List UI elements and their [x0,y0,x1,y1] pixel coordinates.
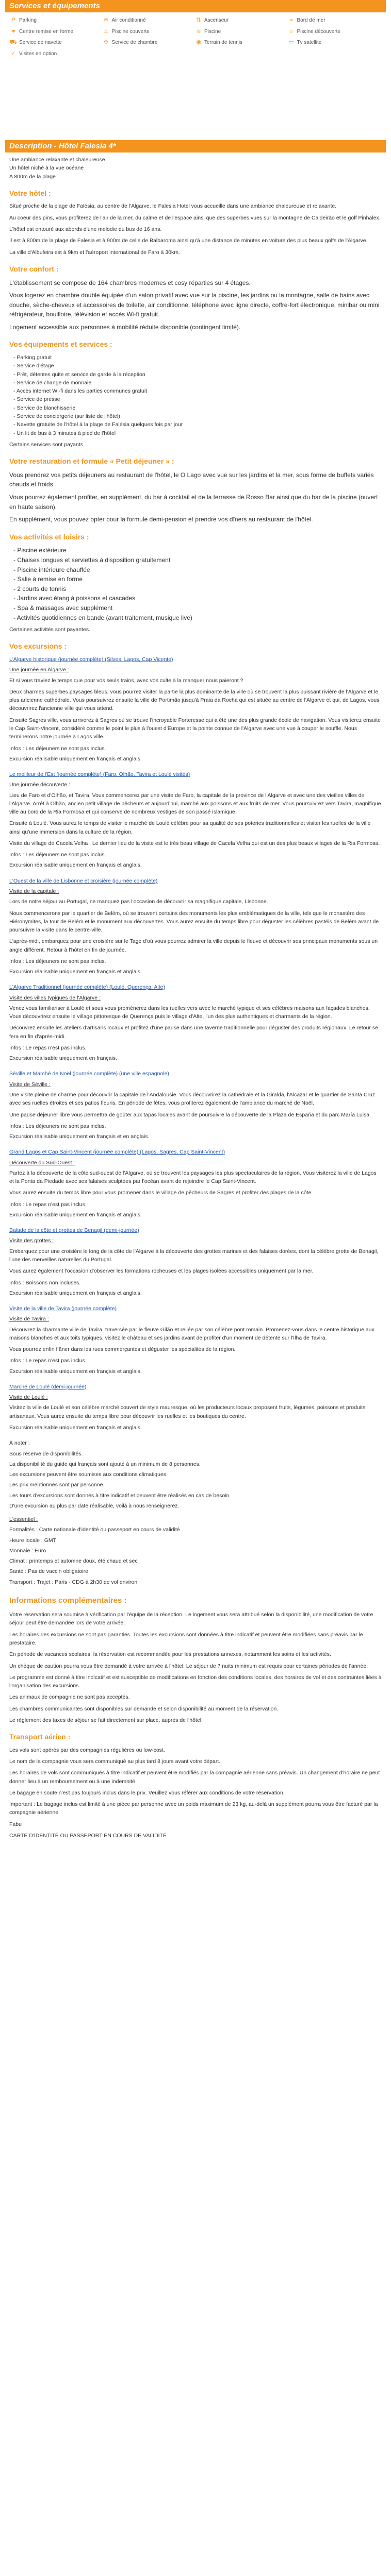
service-item [103,39,196,47]
tennis-icon: ◉ [196,39,201,46]
paragraph: Situé proche de la plage de Falésia, au centre de l'Algarve, le Falesia Hotel vous accueille dans une ambiance chaleureuse et relaxante. [9,203,337,210]
service-label: Parking [19,18,37,23]
essentiel-line: Santé : Pas de vaccin obligatoire [9,1568,88,1575]
excursion [9,770,382,870]
excursion-subtitle: Découverte du Sud-Ouest : [9,1159,75,1166]
service-label: Service de navette [19,40,62,45]
note-line: Sous réserve de disponibilités. [9,1450,83,1457]
list-item: - Jardins avec étang à poissons et cascades [13,594,382,603]
lounge-chair-icon: ☼ [288,28,294,35]
paragraph: Un chèque de caution pourra vous être demandé à votre arrivée à l'hôtel. Le séjour de 7 nuits minimum est requis pour certaines périodes de l'année. [9,1663,368,1669]
excursion [9,983,382,1062]
paragraph: Le programme est donné à titre indicatif et est susceptible de modifications en fonction des conditions locales, des horaires de vol et des contraintes liées à l'organisation des excursions. [9,1674,382,1689]
paragraph: L'établissement se compose de 164 chambres modernes et cosy réparties sur 4 étages. [9,279,251,286]
excursion-subtitle: Visite de la capitale : [9,888,59,894]
paragraph: Au coeur des pins, vous profiterez de l'air de la mer, du calme et de l'espace ainsi que des superbes vues sur la montagne de Caldeirão et le golf Pinhalex. [9,214,381,221]
equipements-list [9,353,382,437]
paragraph: Découvrez la charmante ville de Tavira, traversée par le fleuve Gilão et reliée par son célèbre pont romain. Promenez-vous dans le centre historique aux maisons blanches et aux toits typiques, visitez le château et ses jardins avant de profiter d'un moment de détente sur l'Ilha de Tavira. [9,1326,374,1341]
restauration-title: Votre restauration et formule « Petit déjeuner » : [9,457,174,466]
excursions-list [9,655,382,1432]
paragraph: Les vols sont opérés par des compagnies régulières ou low-cost. [9,1747,165,1753]
description-title: Description - Hôtel Falesia 4* [9,142,116,150]
paragraph: Et si vous traviez le temps que pour vos seuls trains, avec vos culte à la manquer nous paieront ? [9,677,243,684]
paragraph: Une pause déjeuner libre vous permettra de goûter aux tapas locales avant de poursuivre la découverte de la Plaza de España et du parc María Luisa. [9,1111,371,1118]
essentiel-line: Monnaie : Euro [9,1547,46,1554]
activites-list [9,546,382,622]
list-item: - Service de change de monnaie [13,379,382,387]
paragraph: Nous commencerons par le quartier de Belém, où se trouvent certains des monuments les plus emblématiques de la ville, tels que le monastère des Hiéronymites, la tour de Belém et le monument aux découvertes. Vous aurez ensuite du temps libre pour déguster les célèbres pastéis de Belém avant de poursuivre la visite dans le centre-ville. [9,910,379,934]
note-line: La disponibilité du guide qui français sont ajouté à un minimum de 8 personnes. [9,1461,201,1467]
service-item [10,16,103,25]
paragraph: Les horaires de vols sont communiqués à titre indicatif et peuvent être modifiés par la compagnie aérienne sans préavis. Un changement d'horaire ne peut donner lieu à un remboursement ou à une indemnité. [9,1770,380,1785]
list-item: - Prêt, détentes quite et service de garde à la réception [13,370,382,379]
activites-title: Vos activités et loisirs : [9,532,89,541]
excursion-subtitle: Visite de Tavira : [9,1316,49,1323]
excursion-info: Infos : Le repas n'est pas inclus. [9,1201,87,1208]
intro-line: Un hôtel niché à la vue océane [9,165,84,172]
parking-icon: P [11,17,15,24]
essentiel-list [9,1526,382,1586]
paragraph: Vous pourrez également profiter, en supplément, du bar à cocktail et de la terrasse de Rosso Bar ainsi que du bar de la piscine (ouvert en haute saison). [9,493,378,511]
elevator-icon: ⇅ [196,17,201,24]
excursion [9,1148,382,1219]
paragraph: Le règlement des taxes de séjour se fait directement sur place, auprès de l'hôtel. [9,1717,203,1723]
essentiel-line: Formalités : Carte nationale d'identité ou passeport en cours de validité [9,1527,180,1533]
votre-hotel-title: Votre hôtel : [9,189,51,197]
excursion-title-link[interactable]: Le meilleur de l'Est (journée complète) (Faro, Olhão, Tavira et Loulé visités) [9,771,190,778]
excursion [9,655,382,763]
excursion-subtitle: Visite des villes typiques de l'Algarve : [9,994,101,1001]
paragraph: Important : Le bagage inclus est limité à une pièce par personne avec un poids maximum de 23 kg, au-delà un supplément pourra vous être facturé par la compagnie aérienne. [9,1801,378,1816]
service-label: Air conditionné [111,18,146,23]
paragraph: Visite du village de Cacela Velha : Le dernier lieu de la visite est le très beau village de Cacela Velha qui est un des plus beaux villages de la Ria Formosa. [9,840,380,846]
excursion [9,1226,382,1297]
excursion-info: Infos : Les déjeuners ne sont pas inclus. [9,1123,106,1129]
service-label: Tv satellite [297,40,322,45]
paragraph: Ensuite Sagres ville, vous arriverez à Sagres où se trouve l'incroyable Forteresse qui a été une des plus grande école de navigation. Vous visiterez ensuite le Cap Saint-Vincent, considéré comme le point le plus à l'ouest d'Europe et la pointe connue de l'Algarve avec une vue à couper le souffle. Nous terminerons notre journée à Lagos ville. [9,717,381,740]
service-label: Bord de mer [297,18,325,23]
paragraph: L'hôtel est entouré aux abords d'une melodie du bus de 16 ans. [9,226,162,233]
essentiel-line: Climat : printemps et automne doux, été chaud et sec [9,1558,138,1565]
essentiel-line: Heure locale : GMT [9,1537,57,1544]
list-item: - Spa & massages avec supplément [13,603,382,613]
paragraph: Partez à la découverte de la côte sud-ouest de l'Algarve, où se trouvent les paysages les plus spectaculaires de la région. Vous visiterez la ville de Lagos et la Ponta da Piedade avec ses falaises sculptées par l'océan avant de rejoindre le Cap Saint-Vincent. [9,1170,377,1185]
excursion [9,1383,382,1432]
heated-pool-icon: ♨ [103,28,109,35]
excursion [9,1070,382,1141]
list-item: - Service de presse [13,395,382,403]
service-label: Visites en option [19,50,57,57]
description-block [5,152,386,1840]
paragraph: Le nom de la compagnie vous sera communiqué au plus tard 8 jours avant votre départ. [9,1758,221,1765]
footer-text: Fabu [9,1821,22,1827]
service-item [10,50,103,58]
paragraph: Les horaires des excursions ne sont pas garanties. Toutes les excursions sont données à titre indicatif et peuvent être modifiées sans préavis par le prestataire. [9,1631,363,1647]
essentiel-line: Transport : Trajet : Paris - CDG à 2h30 de vol environ [9,1579,138,1585]
paragraph: Il est à 800m de la plage de Falesia et à 900m de celle de Balbaroma ainsi qu'à une distance de minutes en voiture des plus beaux golfs de l'Algarve. [9,238,368,244]
excursion-subtitle: Visite de Séville : [9,1081,51,1088]
excursion-title-link[interactable]: Grand Lagos et Cap Saint-Vincent (journée complète) (Lagos, Sagres, Cap Saint-Vincent) [9,1149,225,1156]
service-item [103,16,196,25]
excursions-title: Vos excursions : [9,642,67,651]
excursion-title-link[interactable]: L'Algarve historique (journée complète) (Silves, Lagos, Cap Vicente) [9,656,173,663]
paragraph: Certains services sont payants. [9,441,85,448]
excursion-title-link[interactable]: L'Algarve Traditionnel (journée complète) (Loulé, Querença, Alte) [9,984,166,991]
service-item [288,28,381,36]
excursion [9,1304,382,1376]
air-conditioning-icon: ❄ [103,17,109,24]
paragraph: Vous aurez ensuite du temps libre pour vous promener dans le village de pêcheurs de Sagres et profiter des plages de la côte. [9,1190,313,1196]
service-label: Piscine découverte [297,28,340,35]
paragraph: Découvrez ensuite les ateliers d'artisans locaux et profitez d'une pause dans une taverne traditionnelle pour déguster des produits régionaux. Le retour se fera en fin d'après-midi. [9,1025,378,1040]
service-label: Service de chambre [111,40,158,45]
excursion-notes [9,1439,382,1500]
list-item: - Activités quotidiennes en bande (avant traitement, musique live) [13,613,382,623]
intro-line: A 800m de la plage [9,173,56,180]
excursion-title-link[interactable]: Séville et Marché de Noël (journée complète) (une ville espagnole) [9,1071,169,1077]
list-item: - Service d'étage [13,362,382,370]
services-title: Services et équipements [9,2,100,10]
excursion-language: Excursion réalisable uniquement en français. [9,1055,117,1062]
transport-title: Transport aérien : [9,1733,71,1741]
description-header [5,140,386,152]
list-item: - Service de blanchisserie [13,404,382,412]
excursion-language: Excursion réalisable uniquement en français et anglais. [9,1211,142,1218]
service-label: Piscine [204,28,221,35]
wifi-icon: ✓ [11,50,16,57]
excursion-language: Excursion réalisable uniquement en français et anglais. [9,1424,142,1431]
paragraph: D'une excursion au plus par date réalisable, voilà à nous renseignerez. [9,1502,180,1509]
excursion-info: Infos : Le repas n'est pas inclus. [9,1358,87,1364]
paragraph: Venez vous familiariser à Loulé et sous vous promènerez dans les ruelles vers avec le marché typique et ses célèbres maisons aux façades blanches. Vous découvrirez ensuite le village pittoresque de Querença puis le village d'Alte, l'un des plus authentiques et charmants de la région. [9,1005,370,1020]
excursion-language: Excursion réalisable uniquement en français et anglais. [9,862,142,869]
list-item: - Un lit de bus à 3 minutes à pied de l'hôtel [13,429,382,437]
excursion-title-link[interactable]: Balade de la côte et grottes de Benagil (demi-journée) [9,1227,139,1234]
votre-confort-title: Votre confort : [9,264,59,273]
service-item [288,39,381,47]
service-label: Centre remise en forme [19,28,74,35]
equipements-title: Vos équipements et services : [9,340,112,349]
excursion-info: Infos : Les déjeuners ne sont pas inclus. [9,958,106,964]
services-header [5,0,386,12]
footer-text: CARTE D'IDENTITÉ OU PASSEPORT EN COURS DE VALIDITÉ [9,1832,167,1839]
list-item: - 2 courts de tennis [13,584,382,594]
excursion-subtitle: Visite de Loulé : [9,1394,48,1401]
paragraph: Visitez la ville de Loulé et son célèbre marché couvert de style mauresque, où les producteurs locaux proposent fruits, légumes, poissons et produits artisanaux. Vous aurez ensuite du temps libre pour découvrir les ruelles et les boutiques du centre. [9,1404,366,1419]
paragraph: Ensuite à Loulé. Vous aurez le temps de visiter le marché de Loulé célèbre pour sa qualité de ses poteries traditionnelles et visiter les ruelles de la ville ainsi qu'une immersion dans la culture de la région. [9,820,371,835]
note-line: Les tours d'excursions sont donnés à titre indicatif et peuvent être réalisés en cas de besoin. [9,1492,231,1499]
excursion-language: Excursion réalisable uniquement en français et en anglais. [9,1133,150,1140]
service-item [196,16,288,25]
tv-icon: ▭ [288,39,294,46]
excursion-language: Excursion réalisable uniquement en français et anglais. [9,755,142,762]
list-item: - Piscine extérieure [13,546,382,555]
seaside-icon: ≈ [289,17,293,24]
service-item [196,39,288,47]
paragraph: Vous pourrez enfin flâner dans les rues commerçantes et déguster les spécialités de la région. [9,1346,236,1353]
list-item: - Piscine intérieure chauffée [13,565,382,575]
excursion-language: Excursion réalisable uniquement en français et anglais. [9,1290,142,1296]
paragraph: En période de vacances scolaires, la réservation est recommandée pour les prestations annexes, notamment les soins et les activités. [9,1651,331,1658]
list-item: - Service de conciergerie (sur liste de l'hôtel) [13,412,382,420]
service-label: Terrain de tennis [204,40,242,45]
paragraph: Certaines activités sont payantes. [9,626,90,633]
services-grid [5,12,386,63]
excursion-subtitle: Visite des grottes : [9,1238,54,1244]
excursion-info: Infos : Les déjeuners ne sont pas inclus. [9,852,106,858]
list-item: - Chaises longues et serviettes à disposition gratuitement [13,555,382,565]
paragraph: Vous prendrez vos petits déjeuners au restaurant de l'hôtel, le O Lago avec vue sur les jardins et la mer, sous forme de buffets variés chauds et froids. [9,471,374,488]
paragraph: Votre réservation sera soumise à vérification par l'équipe de la réception. Le logement vous sera attribué selon la disponibilité, une modification de votre séjour peut être demandée lors de votre arrivée. [9,1612,373,1626]
essentiel-title: L'essentiel : [9,1516,38,1523]
paragraph: Vous logerez en chambre double équipée d'un salon privatif avec vue sur la piscine, les jardins ou la montagne, salle de bains avec douche, sèche-cheveux et accessoires de toilette, air conditionné, téléphone avec ligne directe, coffre-fort électronique, minibar ou mini réfrigérateur, bouilloire, télévision et accès Wi-fi gratuit. [9,292,380,318]
paragraph: La ville d'Albufeira est à 9km et l'aéroport international de Faro à 30km. [9,249,180,256]
intro-line: Une ambiance relaxante et chaleureuse [9,157,105,163]
excursion-info: Infos : Boissons non incluses. [9,1279,81,1286]
paragraph: Vous aurez également l'occasion d'observer les formations rocheuses et les plages isolées accessibles uniquement par la mer. [9,1268,314,1275]
outdoor-pool-icon: ≋ [196,28,201,35]
excursion-subtitle: Une journée en Algarve : [9,667,69,673]
service-item [196,28,288,36]
paragraph: Le bagage en soute n'est pas toujours inclus dans le prix. Veuillez vous référer aux conditions de votre réservation. [9,1789,285,1796]
wellness-center-icon: ♥ [11,28,15,35]
paragraph: En supplément, vous pouvez opter pour la formule demi-pension et prendre vos dîners au restaurant de l'hôtel. [9,516,313,523]
list-item: - Parking gratuit [13,353,382,362]
excursion [9,877,382,976]
shuttle-service-icon: ⛟ [10,39,17,46]
paragraph: Les chambres communicantes sont disponibles sur demande et selon disponibilité au moment de la réservation. [9,1705,279,1712]
excursion-title-link[interactable]: Visite de la ville de Tavira (journée complète) [9,1306,117,1312]
note-line: Les excursions peuvent être soumises aux conditions climatiques. [9,1471,168,1478]
note-line: À noter : [9,1440,30,1447]
service-label: Piscine couverte [111,28,150,35]
paragraph: Lors de notre séjour au Portugal, ne manquez pas l'occasion de découvrir sa magnifique capitale, Lisbonne. [9,899,268,905]
service-item [10,28,103,36]
list-item: - Navette gratuite de l'hôtel à la plage de Falésia quelques fois par jour [13,420,382,429]
service-item [288,16,381,25]
restaurant-icon: ✣ [103,39,109,46]
paragraph: Les animaux de compagnie ne sont pas acceptés. [9,1694,130,1701]
excursion-title-link[interactable]: L'Ouest de la ville de Lisbonne et croisière (journée complète) [9,877,158,884]
paragraph: Deux charmes superbes paysages bleus, vous pourrez visiter la partie la plus dominante de la ville où se trouvent la plus puissant rivière de l'Algarve et le plus ancienne cathédrale. Vous poursuivrez ensuite la ville de Portimão jusqu'à Praia da Rocha qui est située au centre de l'Algarve et qui, de Lagos, vous découvrirez l'ancienne ville qui vous attend. [9,688,380,712]
paragraph: Lieu de Faro et d'Olhão, et Tavira. Vous commencerez par une visite de Faro, la capitale de la province de l'Algarve et avec une des vieilles villes de l'Algarve. Arrêt à Olhão, ancien petit village de pêcheurs et aujourd'hui, marché aux poissons et aux fruits de mer. Vous poursuivrez vers Tavira, magnifique ville au bord de la Ria Formosa et qui conserve de nombreux vestiges de son passé islamique. [9,792,381,816]
note-line: Les prix mentionnés sont par personne. [9,1482,105,1488]
list-item: - Accès internet Wi-fi dans les parties communes gratuit [13,387,382,395]
paragraph: Une visite pleine de charme pour découvrir la capitale de l'Andalousie. Vous découvrirez la cathédrale et la Giralda, l'Alcazar et le quartier de Santa Cruz avec ses ruelles étroites et ses patios fleuris. En période de fêtes, vous profiterez également de l'ambiance du marché de Noël. [9,1092,376,1107]
paragraph: Logement accessible aux personnes à mobilité réduite disponible (contingent limité). [9,323,241,331]
excursion-language: Excursion réalisable uniquement en français et anglais. [9,1368,142,1375]
list-item: - Salle à remise en forme [13,574,382,584]
paragraph: Embarquez pour une croisière le long de la côte de l'Algarve à la découverte des grottes marines et des falaises dorées, dont la célèbre grotte de Benagil, l'une des merveilles naturelles du Portugal. [9,1248,379,1263]
service-label: Ascenseur [204,18,229,23]
service-item [103,28,196,36]
excursion-title-link[interactable]: Marché de Loulé (demi-journée) [9,1383,87,1390]
excursion-language: Excursion réalisable uniquement en français et anglais. [9,969,142,975]
info-title: Informations complémentaires : [9,1596,127,1605]
excursion-info: Infos : Le repas n'est pas inclus. [9,1044,87,1051]
service-item [10,39,103,47]
paragraph: L'après-midi, embarquez pour une croisière sur le Tage d'où vous pourrez admirer la ville depuis le fleuve et découvrir ses principaux monuments sous un angle différent. Retour à l'hôtel en fin de journée. [9,938,378,953]
excursion-subtitle: Une journée découverte : [9,782,70,788]
excursion-info: Infos : Les déjeuners ne sont pas inclus. [9,745,106,752]
